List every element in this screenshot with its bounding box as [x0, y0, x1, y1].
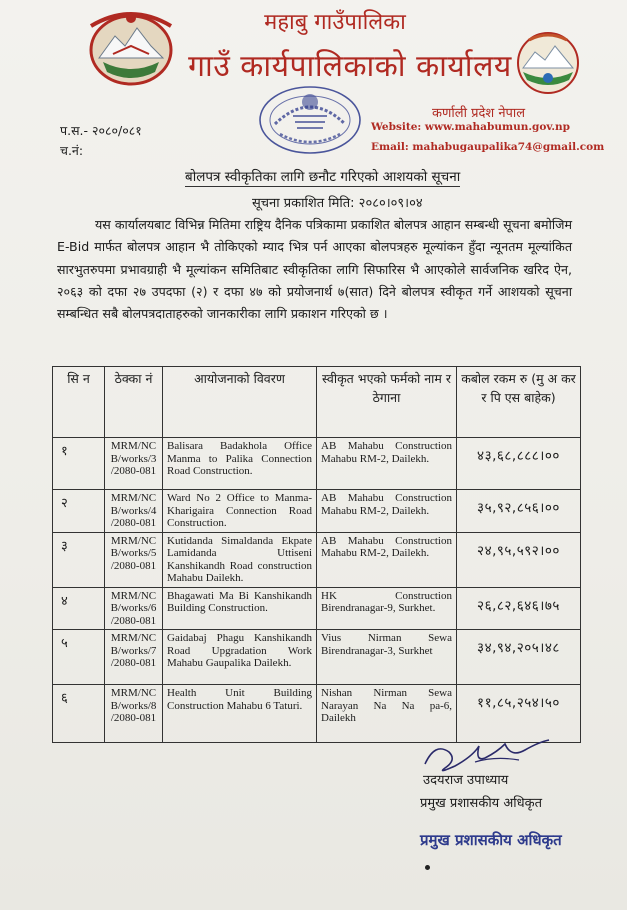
header-project: आयोजनाको विवरण — [163, 367, 317, 438]
table-row — [53, 532, 581, 587]
row-project: Bhagawati Ma Bi Kanshikandh Building Construction. — [163, 587, 317, 630]
row-contract-no: MRM/NC B/works/4 /2080-081 — [105, 490, 163, 533]
row-contract-no: MRM/NC B/works/8 /2080-081 — [105, 685, 163, 743]
row-sn: ४ — [53, 587, 105, 630]
website-text: Website: www.mahabumun.gov.np — [371, 121, 571, 133]
signatory-name: उदयराज उपाध्याय — [423, 773, 509, 788]
row-sn: २ — [53, 490, 105, 533]
table-header-row — [53, 367, 581, 438]
row-contract-no: MRM/NC B/works/3 /2080-081 — [105, 438, 163, 490]
row-firm: AB Mahabu Construction Mahabu RM-2, Dailekh. — [317, 532, 457, 587]
notice-subject: बोलपत्र स्वीकृतिका लागि छनौट गरिएको आशयको सूचना — [185, 169, 461, 185]
published-date: सूचना प्रकाशित मिति: २०८०।०९।०४ — [252, 196, 423, 211]
row-firm: AB Mahabu Construction Mahabu RM-2, Dailekh. — [317, 490, 457, 533]
row-sn: ३ — [53, 532, 105, 587]
row-firm: Nishan Nirman Sewa Narayan Na Na pa-6, Dailekh — [317, 685, 457, 743]
row-firm: Vius Nirman Sewa Birendranagar-3, Surkhet — [317, 630, 457, 685]
signatory-title: प्रमुख प्रशासकीय अधिकृत — [420, 796, 543, 811]
table-row — [53, 587, 581, 630]
table-row — [53, 630, 581, 685]
table-row — [53, 490, 581, 533]
row-amount: ३४,९४,२०५।४८ — [457, 630, 581, 685]
row-amount: ३५,९२,८५६।०० — [457, 490, 581, 533]
office-name: गाउँ कार्यपालिकाको कार्यालय — [188, 49, 512, 84]
row-firm: AB Mahabu Construction Mahabu RM-2, Dailekh. — [317, 438, 457, 490]
province-label: कर्णाली प्रदेश नेपाल — [432, 106, 526, 121]
municipality-logo-icon — [515, 28, 581, 98]
row-contract-no: MRM/NC B/works/6 /2080-081 — [105, 587, 163, 630]
row-contract-no: MRM/NC B/works/7 /2080-081 — [105, 630, 163, 685]
official-stamp-icon — [255, 82, 365, 157]
header-contract-no: ठेक्का नं — [105, 367, 163, 438]
row-amount: ११,८५,२५४।५० — [457, 685, 581, 743]
selected-bids-table — [52, 366, 581, 743]
row-sn: १ — [53, 438, 105, 490]
ink-dot — [425, 865, 430, 870]
nepal-emblem-icon — [85, 6, 177, 88]
table-row — [53, 438, 581, 490]
row-project: Balisara Badakhola Office Manma to Palika Connection Road Construction. — [163, 438, 317, 490]
header-firm: स्वीकृत भएको फर्मको नाम र ठेगाना — [317, 367, 457, 438]
row-project: Health Unit Building Construction Mahabu 6 Taturi. — [163, 685, 317, 743]
row-project: Gaidabaj Phagu Kanshikandh Road Upgradation Work Mahabu Gaupalika Dailekh. — [163, 630, 317, 685]
patra-sankhya: प.स.- २०८०/०८१ — [60, 123, 142, 138]
row-contract-no: MRM/NC B/works/5 /2080-081 — [105, 532, 163, 587]
row-firm: HK Construction Birendranagar-9, Surkhet. — [317, 587, 457, 630]
email-text: Email: mahabugaupalika74@gmail.com — [371, 141, 605, 153]
row-sn: ५ — [53, 630, 105, 685]
signatory-stamp-title: प्रमुख प्रशासकीय अधिकृत — [420, 831, 562, 849]
chalani-number: च.नं: — [60, 143, 84, 158]
row-sn: ६ — [53, 685, 105, 743]
notice-body: यस कार्यालयबाट विभिन्न मितिमा राष्ट्रिय दैनिक पत्रिकामा प्रकाशित बोलपत्र आहान सम्बन्धी सूचना बमोजिम E-Bid मार्फत बोलपत्र आहान भै तोकिएको म्याद भित्र पर्न आएका बोलपत्रहरु मूल्यांकन हुँदा न्यूनतम मूल्यांकित सारभुतरुपमा प्रभावग्राही भै मूल्यांकन समितिबाट स्वीकृतिका लागि सिफारिस भै आएकोले सार्वजनिक खरिद ऐन, २०६३ को दफा २७ उपदफा (२) र दफा ४७ को प्रयोजनार्थ ७(सात) दिने बोलपत्र स्वीकृत गर्ने आशयको सूचना सम्बन्धित सबै बोलपत्रदाताहरुको जानकारीका लागि प्रकाशन गरिएको छ । — [57, 217, 572, 322]
header-amount: कबोल रकम रु (मु अ कर र पि एस बाहेक) — [457, 367, 581, 438]
row-project: Kutidanda Simaldanda Ekpate Lamidanda Uttiseni Kanshikandh Road construction Mahabu Dailekh. — [163, 532, 317, 587]
header-sn: सि न — [53, 367, 105, 438]
municipality-name: महाबु गाउँपालिका — [264, 10, 406, 35]
row-project: Ward No 2 Office to Manma-Kharigaira Connection Road Construction. — [163, 490, 317, 533]
row-amount: ४३,६८,८८८।०० — [457, 438, 581, 490]
row-amount: २६,८२,६४६।७५ — [457, 587, 581, 630]
row-amount: २४,९५,५९२।०० — [457, 532, 581, 587]
